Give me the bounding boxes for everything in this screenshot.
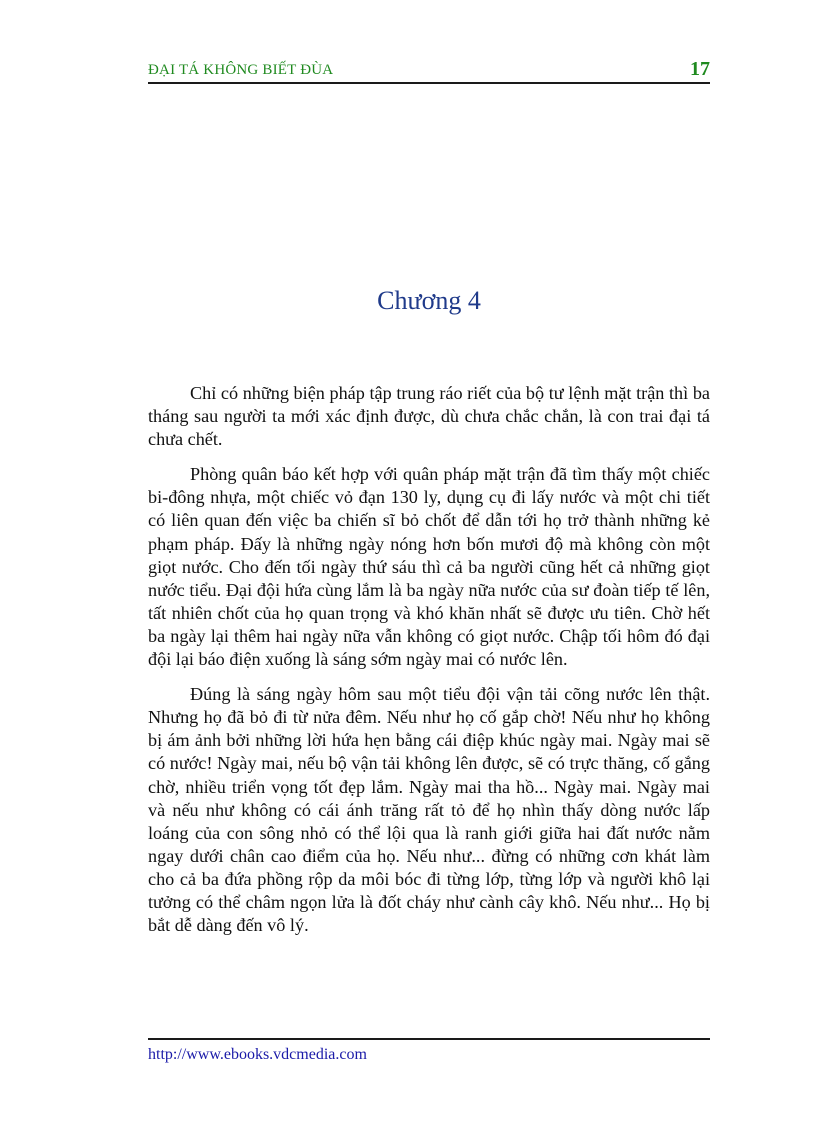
body-text bbox=[148, 382, 710, 949]
paragraph: Chỉ có những biện pháp tập trung ráo riết của bộ tư lệnh mặt trận thì ba tháng sau người ta mới xác định được, dù chưa chắc chắn, là con trai đại tá chưa chết. bbox=[148, 383, 710, 450]
running-title: ĐẠI TÁ KHÔNG BIẾT ĐÙA bbox=[148, 62, 334, 78]
page-number: 17 bbox=[690, 58, 710, 80]
footer-link[interactable]: http://www.ebooks.vdcmedia.com bbox=[148, 1046, 367, 1063]
paragraph: Đúng là sáng ngày hôm sau một tiểu đội vận tải cõng nước lên thật. Nhưng họ đã bỏ đi từ nửa đêm. Nếu như họ cố gắp chờ! Nếu như họ không bị ám ảnh bởi những lời hứa hẹn bằng cái điệp khúc ngày mai. Ngày mai sẽ có nước! Ngày mai, nếu bộ vận tải không lên được, sẽ có trực thăng, cố gắng chờ, nhiều triển vọng tốt đẹp lắm. Ngày mai tha hồ... Ngày mai. Ngày mai và nếu như không có cái ánh trăng rất tỏ để họ nhìn thấy dòng nước lấp loáng của con sông nhỏ có thể lội qua là ranh giới giữa hai đất nước nằm ngay dưới chân cao điểm của họ. Nếu như... đừng có những cơn khát làm cho cả ba đứa phồng rộp da môi bóc đi từng lớp, từng lớp và người khô lại tưởng có thể châm ngọn lửa là đốt cháy như cành cây khô. Nếu như... Họ bị bắt dễ dàng đến vô lý. bbox=[148, 684, 710, 936]
page-footer bbox=[148, 1038, 710, 1064]
paragraph: Phòng quân báo kết hợp với quân pháp mặt trận đã tìm thấy một chiếc bi-đông nhựa, một chiếc vỏ đạn 130 ly, dụng cụ đi lấy nước và một chi tiết có liên quan đến việc ba chiến sĩ bỏ chốt để dẫn tới họ trở thành những kẻ phạm pháp. Đấy là những ngày nóng hơn bốn mươi độ mà không còn một giọt nước. Cho đến tối ngày thứ sáu thì cả ba người cũng hết cả những giọt nước tiểu. Đại đội hứa cùng lắm là ba ngày nữa nước của sư đoàn tiếp tế lên, tất nhiên chốt của họ quan trọng và khó khăn nhất sẽ được ưu tiên. Chờ hết ba ngày lại thêm hai ngày nữa vẫn không có giọt nước. Chập tối hôm đó đại đội lại báo điện xuống là sáng sớm ngày mai có nước lên. bbox=[148, 464, 710, 670]
page-header bbox=[148, 58, 710, 84]
chapter-title: Chương 4 bbox=[377, 286, 481, 315]
